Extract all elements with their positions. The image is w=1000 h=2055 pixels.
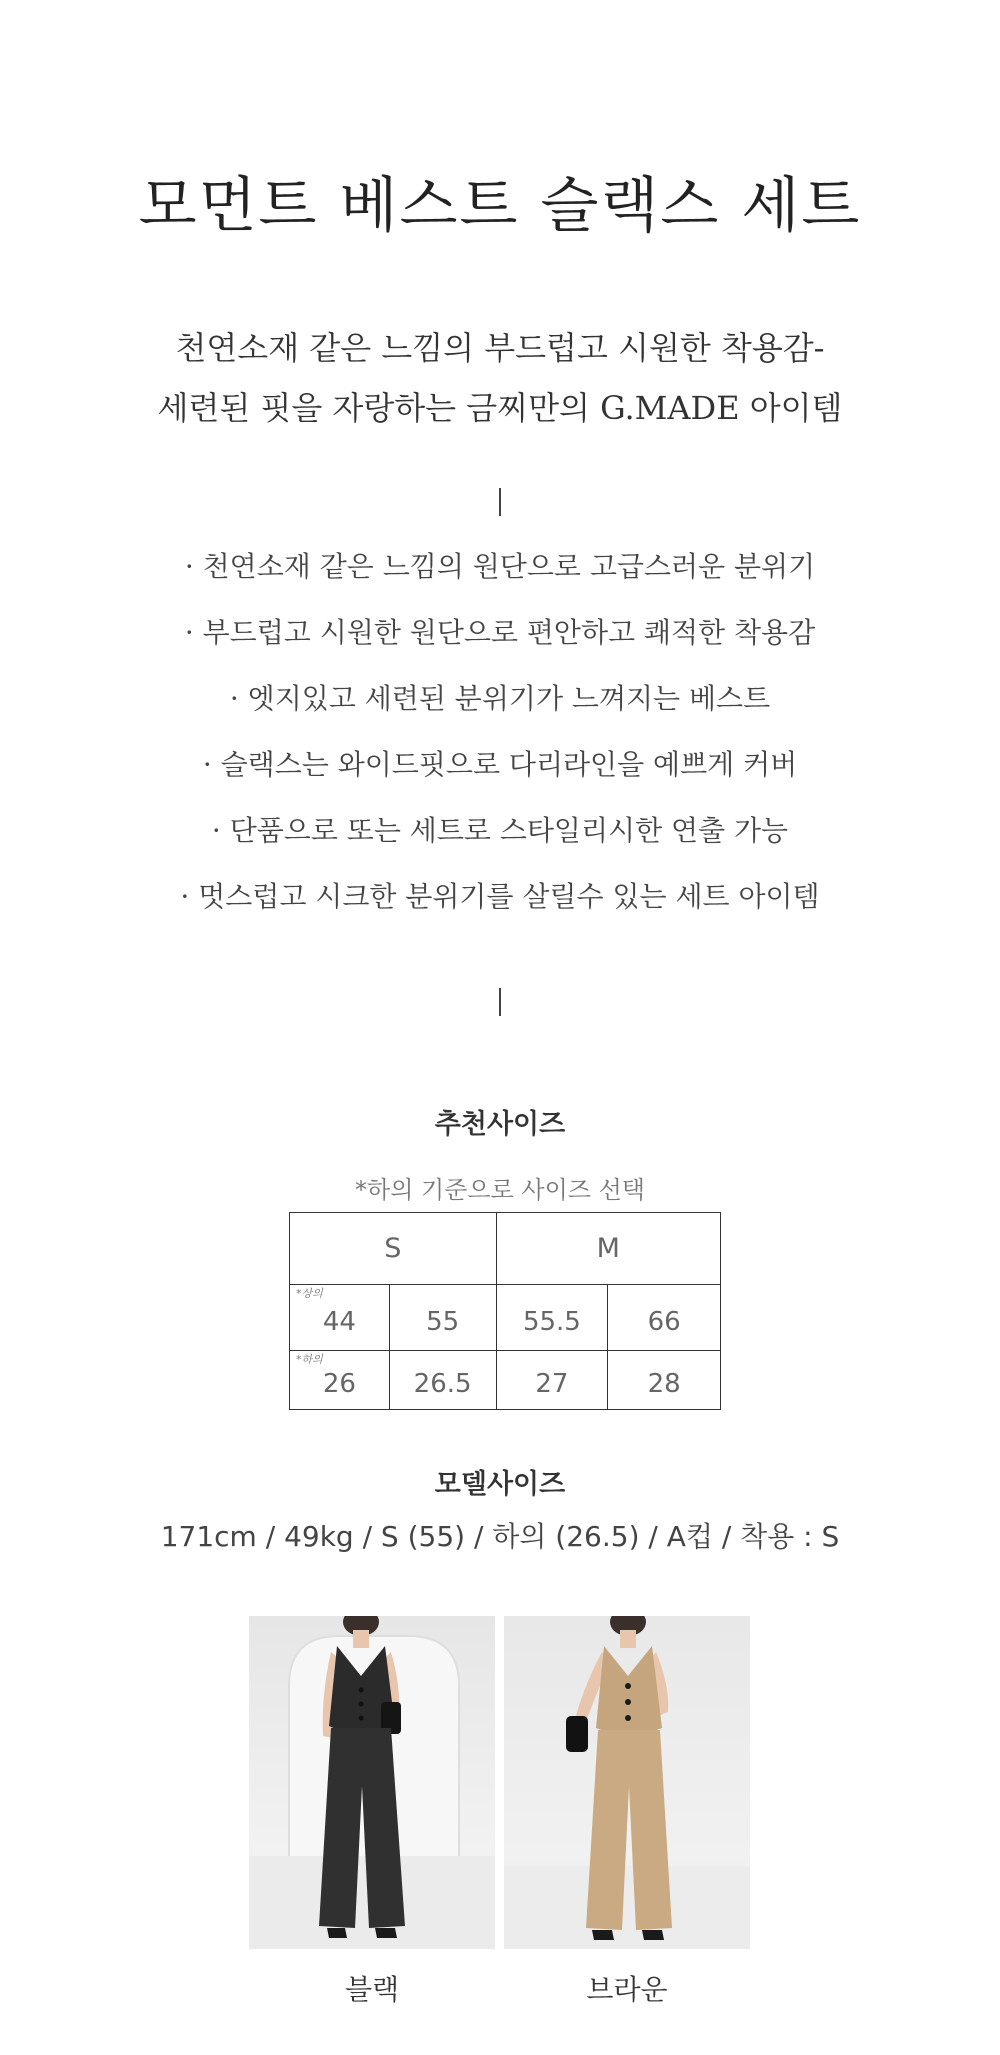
model-illustration-black: [249, 1616, 495, 1949]
size-table-header: [290, 1213, 721, 1285]
cell-value: 27: [535, 1369, 569, 1399]
cell-value: 66: [647, 1306, 681, 1337]
feature-item: · 단품으로 또는 세트로 스타일리시한 연출 가능: [211, 814, 789, 847]
product-title: 모먼트 베스트 슬랙스 세트: [138, 171, 862, 241]
intro-line: 세련된 핏을 자랑하는 금찌만의 G.MADE 아이템: [157, 389, 843, 427]
model-size-info: 171cm / 49kg / S (55) / 하의 (26.5) / A컵 / 착용 : S: [160, 1520, 840, 1553]
cell-value: 55.5: [522, 1306, 581, 1337]
table-cell: [496, 1351, 608, 1410]
product-intro: [0, 318, 1000, 438]
table-cell: [389, 1351, 496, 1410]
feature-item: · 엣지있고 세련된 분위기가 느껴지는 베스트: [229, 682, 771, 715]
table-cell: [389, 1285, 496, 1351]
table-cell: [496, 1285, 608, 1351]
table-cell: [608, 1285, 721, 1351]
table-row: [290, 1285, 721, 1351]
cell-value: 26: [322, 1369, 356, 1399]
size-column-s: S: [290, 1213, 497, 1285]
size-table: [289, 1212, 721, 1410]
size-guide-note: *하의 기준으로 사이즈 선택: [355, 1176, 645, 1204]
row-tag-bottom: *하의: [296, 1353, 323, 1366]
table-row: [290, 1351, 721, 1410]
cell-value: 26.5: [413, 1369, 472, 1399]
feature-item: · 멋스럽고 시크한 분위기를 살릴수 있는 세트 아이템: [180, 880, 820, 913]
divider-line: [499, 488, 501, 516]
intro-line: 천연소재 같은 느낌의 부드럽고 시원한 착용감-: [175, 329, 825, 367]
row-tag-top: *상의: [296, 1287, 323, 1300]
divider-line: [499, 988, 501, 1016]
table-cell: [290, 1351, 390, 1410]
table-cell: [290, 1285, 390, 1351]
size-guide-heading: 추천사이즈: [434, 1109, 566, 1140]
table-cell: [608, 1351, 721, 1410]
product-photo-brown[interactable]: [504, 1616, 750, 1949]
model-size-heading: 모델사이즈: [434, 1469, 566, 1500]
cell-value: 28: [647, 1369, 681, 1399]
color-label-brown: 브라운: [586, 1973, 668, 2006]
feature-item: · 부드럽고 시원한 원단으로 편안하고 쾌적한 착용감: [184, 616, 816, 649]
feature-item: · 슬랙스는 와이드핏으로 다리라인을 예쁘게 커버: [202, 748, 798, 781]
model-illustration-brown: [504, 1616, 750, 1949]
size-column-m: M: [496, 1213, 720, 1285]
color-label-black: 블랙: [344, 1973, 400, 2006]
feature-item: · 천연소재 같은 느낌의 원단으로 고급스러운 분위기: [184, 550, 816, 583]
cell-value: 44: [322, 1306, 356, 1337]
feature-list: [0, 542, 1000, 938]
product-photo-black[interactable]: [249, 1616, 495, 1949]
cell-value: 55: [426, 1306, 460, 1337]
